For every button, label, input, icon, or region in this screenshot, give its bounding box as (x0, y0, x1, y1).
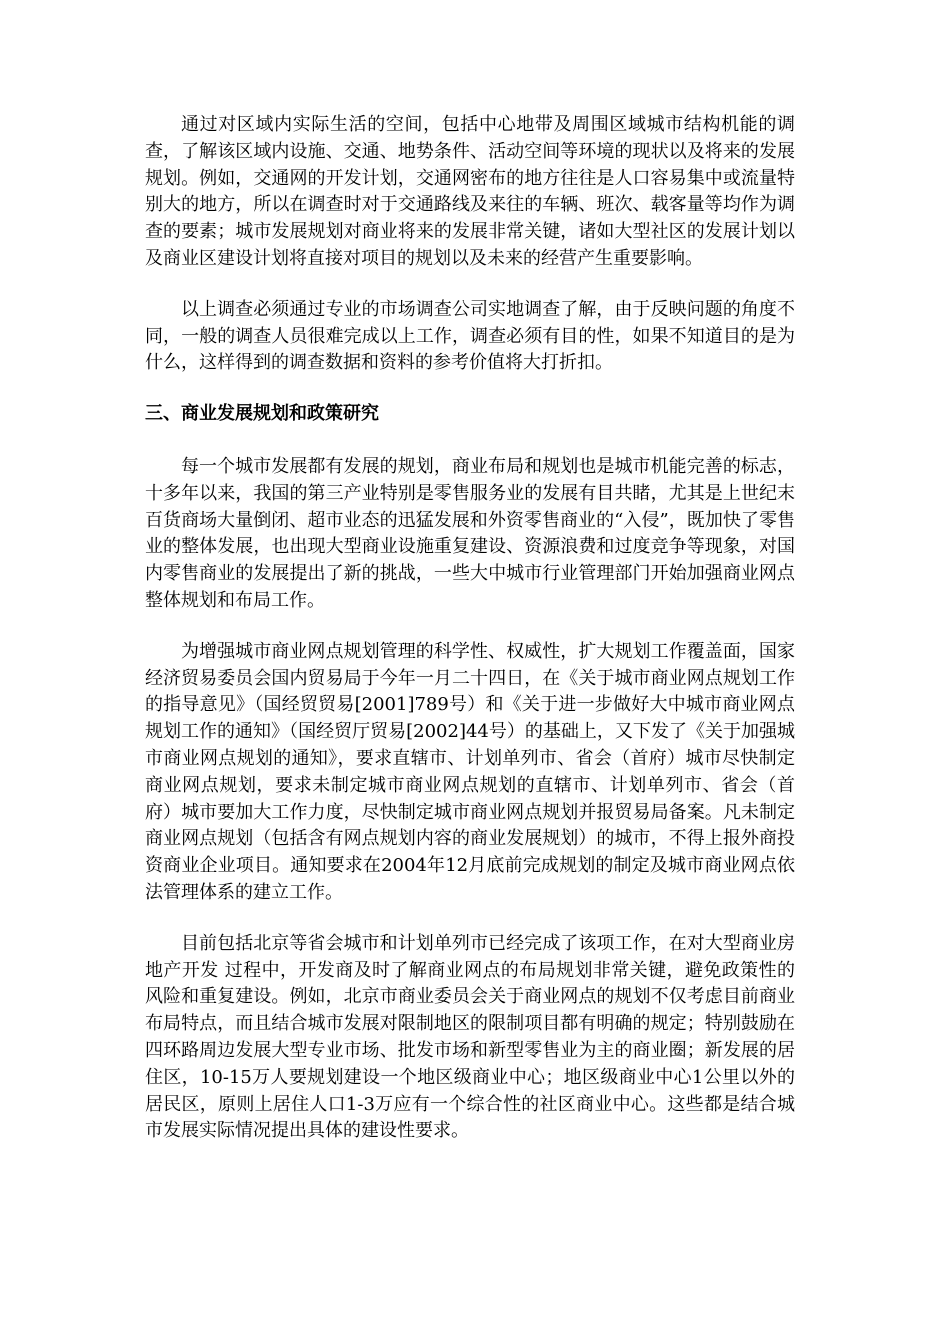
document-page (145, 112, 795, 1169)
section-heading: 三、商业发展规划和政策研究 (145, 403, 379, 425)
paragraph-beijing-example: 目前包括北京等省会城市和计划单列市已经完成了该项工作，在对大型商业房地产开发 过程中，开发商及时了解商业网点的布局规划非常关键，避免政策性的风险和重复建设。例如，北京市商业委员会关于商业网点的规划不仅考虑目前商业布局特点，而且结合城市发展对限制地区的限制项目都有明确的规定；特别鼓励在四环路周边发展大型专业市场、批发市场和新型零售业为主的商业圈；新发展的居住区，10-15万人要规划建设一个地区级商业中心；地区级商业中心1公里以外的居民区，原则上居住人口1-3万应有一个综合性的社区商业中心。这些都是结合城市发展实际情况提出具体的建设性要求。 (145, 932, 795, 1142)
paragraph-professional-survey: 以上调查必须通过专业的市场调查公司实地调查了解，由于反映问题的角度不同，一般的调查人员很难完成以上工作，调查必须有目的性，如果不知道目的是为什么，这样得到的调查数据和资料的参考价值将大打折扣。 (145, 298, 795, 374)
paragraph-policy-notice: 为增强城市商业网点规划管理的科学性、权威性，扩大规划工作覆盖面，国家经济贸易委员会国内贸易局于今年一月二十四日，在《关于城市商业网点规划工作的指导意见》（国经贸贸易[2001]789号）和《关于进一步做好大中城市商业网点规划工作的通知》（国经贸厅贸易[2002]44号）的基础上，又下发了《关于加强城市商业网点规划的通知》，要求直辖市、计划单列市、省会（首府）城市尽快制定商业网点规划，要求未制定城市商业网点规划的直辖市、计划单列市、省会（首府）城市要加大工作力度，尽快制定城市商业网点规划并报贸易局备案。凡未制定商业网点规划（包括含有网点规划内容的商业发展规划）的城市，不得上报外商投资商业企业项目。通知要求在2004年12月底前完成规划的制定及城市商业网点依法管理体系的建立工作。 (145, 640, 795, 903)
paragraph-city-planning: 每一个城市发展都有发展的规划，商业布局和规划也是城市机能完善的标志，十多年以来，我国的第三产业特别是零售服务业的发展有目共睹，尤其是上世纪末百货商场大量倒闭、超市业态的迅猛发展和外资零售商业的“入侵”，既加快了零售业的整体发展，也出现大型商业设施重复建设、资源浪费和过度竞争等现象，对国内零售商业的发展提出了新的挑战，一些大中城市行业管理部门开始加强商业网点整体规划和布局工作。 (145, 455, 795, 611)
paragraph-area-survey: 通过对区域内实际生活的空间，包括中心地带及周围区域城市结构机能的调查，了解该区域内设施、交通、地势条件、活动空间等环境的现状以及将来的发展规划。例如，交通网的开发计划，交通网密布的地方往往是人口容易集中或流量特别大的地方，所以在调查时对于交通路线及来往的车辆、班次、载客量等均作为调查的要素；城市发展规划对商业将来的发展非常关键，诸如大型社区的发展计划以及商业区建设计划将直接对项目的规划以及未来的经营产生重要影响。 (145, 114, 795, 269)
